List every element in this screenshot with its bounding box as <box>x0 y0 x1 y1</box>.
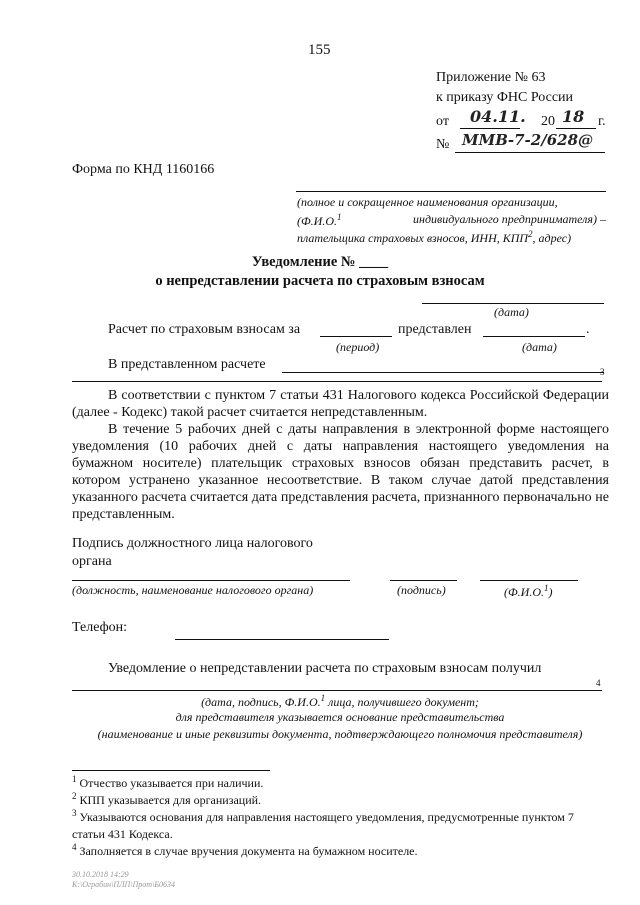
print-stamp-line2: К:\Ограбин\ПЛП\Прот\Б0634 <box>72 880 176 889</box>
calc-date-caption: (дата) <box>522 340 557 354</box>
appendix-date-prefix: от <box>436 114 449 129</box>
org-caption-line1: (полное и сокращенное наименования организации, <box>297 195 558 209</box>
print-stamp-line1: 30.10.2018 14:29 <box>72 870 129 879</box>
appendix-number-line <box>455 152 605 153</box>
paragraph-2: В течение 5 рабочих дней с даты направления в электронной форме настоящего уведомления (10 рабочих дней с даты направления настоящего уведомления на бумажном носителе) плательщик страховых взносов обязан представить расчет, в котором устранено указанное несоответствие. В таком случае датой представления указанного расчета считается дата представления расчета, признанного первоначально не представленным. <box>72 422 609 522</box>
appendix-year-line <box>556 128 596 129</box>
notice-title: Уведомление № ____ <box>251 254 389 270</box>
org-caption-fio: (Ф.И.О.$^1$ <box>297 212 342 228</box>
appendix-date-year: 20 <box>541 114 555 129</box>
signature-label-line1: Подпись должностного лица налогового <box>72 536 313 551</box>
signature-position-caption: (должность, наименование налогового органа) <box>72 583 314 597</box>
footnote-3: $^3$ Указываются основания для направления настоящего уведомления, предусмотренные пунктом 7 <box>72 808 574 824</box>
appendix-date-handwritten: 04.11. <box>470 107 526 126</box>
org-caption-line3: плательщика страховых взносов, ИНН, КПП$^2$, адрес) <box>297 229 572 245</box>
calc-end-dot: . <box>586 322 590 337</box>
footnote-4: $^4$ Заполняется в случае вручения документа на бумажном носителе. <box>72 842 418 858</box>
calc-period-line <box>320 336 392 337</box>
presented-calc-label: В представленном расчете <box>108 357 266 372</box>
paragraph-1: В соответствии с пунктом 7 статьи 431 Налогового кодекса Российской Федерации (далее - Кодекс) такой расчет считается непредставленным. <box>72 388 609 420</box>
presented-calc-footnote-mark: 3 <box>600 367 605 377</box>
received-caption-line2: для представителя указывается основание представительства <box>175 710 505 724</box>
presented-calc-line2 <box>72 381 602 382</box>
appendix-date-suffix: г. <box>598 114 606 129</box>
calc-period-caption: (период) <box>336 340 380 354</box>
appendix-date-line <box>460 128 520 129</box>
footnote-1: $^1$ Отчество указывается при наличии. <box>72 774 264 790</box>
appendix-line2: к приказу ФНС России <box>436 90 574 105</box>
appendix-number-handwritten: ММВ-7-2/628@ <box>462 131 594 149</box>
signature-fio-caption: (Ф.И.О.$^1$) <box>504 583 553 599</box>
signature-sign-line <box>390 580 457 581</box>
page-number: 155 <box>308 42 331 58</box>
appendix-line1: Приложение № 63 <box>436 70 546 85</box>
notice-subtitle: о непредставлении расчета по страховым взносам <box>155 273 485 289</box>
signature-sign-caption: (подпись) <box>397 583 446 597</box>
signature-fio-line <box>480 580 578 581</box>
calc-presented-label: представлен <box>398 322 472 337</box>
notice-date-line <box>422 303 604 304</box>
footnote-2: $^2$ КПП указывается для организаций. <box>72 791 262 807</box>
received-caption-line1: (дата, подпись, Ф.И.О.$^1$ лица, получившего документ; <box>201 693 479 709</box>
calc-label: Расчет по страховым взносам за <box>108 322 301 337</box>
signature-position-line <box>72 580 350 581</box>
footnote-3-cont: статьи 431 Кодекса. <box>72 827 173 841</box>
received-footnote-mark: 4 <box>596 678 601 688</box>
signature-label-line2: органа <box>72 554 112 569</box>
footnote-separator <box>72 770 270 771</box>
appendix-number-prefix: № <box>436 137 450 152</box>
phone-line <box>175 639 389 640</box>
notice-date-caption: (дата) <box>494 305 529 319</box>
form-code: Форма по КНД 1160166 <box>72 162 215 177</box>
appendix-year-handwritten: 18 <box>562 107 585 126</box>
org-caption-line2 <box>297 212 606 229</box>
received-text: Уведомление о непредставлении расчета по страховым взносам получил <box>108 661 542 676</box>
received-line <box>72 690 602 691</box>
org-name-line <box>296 191 606 192</box>
org-caption-ip: индивидуального предпринимателя) – <box>412 212 606 226</box>
phone-label: Телефон: <box>72 620 128 635</box>
received-caption-line3: (наименование и иные реквизиты документа, подтверждающего полномочия представителя) <box>97 727 583 741</box>
presented-calc-line1 <box>282 372 604 373</box>
calc-date-line <box>483 336 585 337</box>
